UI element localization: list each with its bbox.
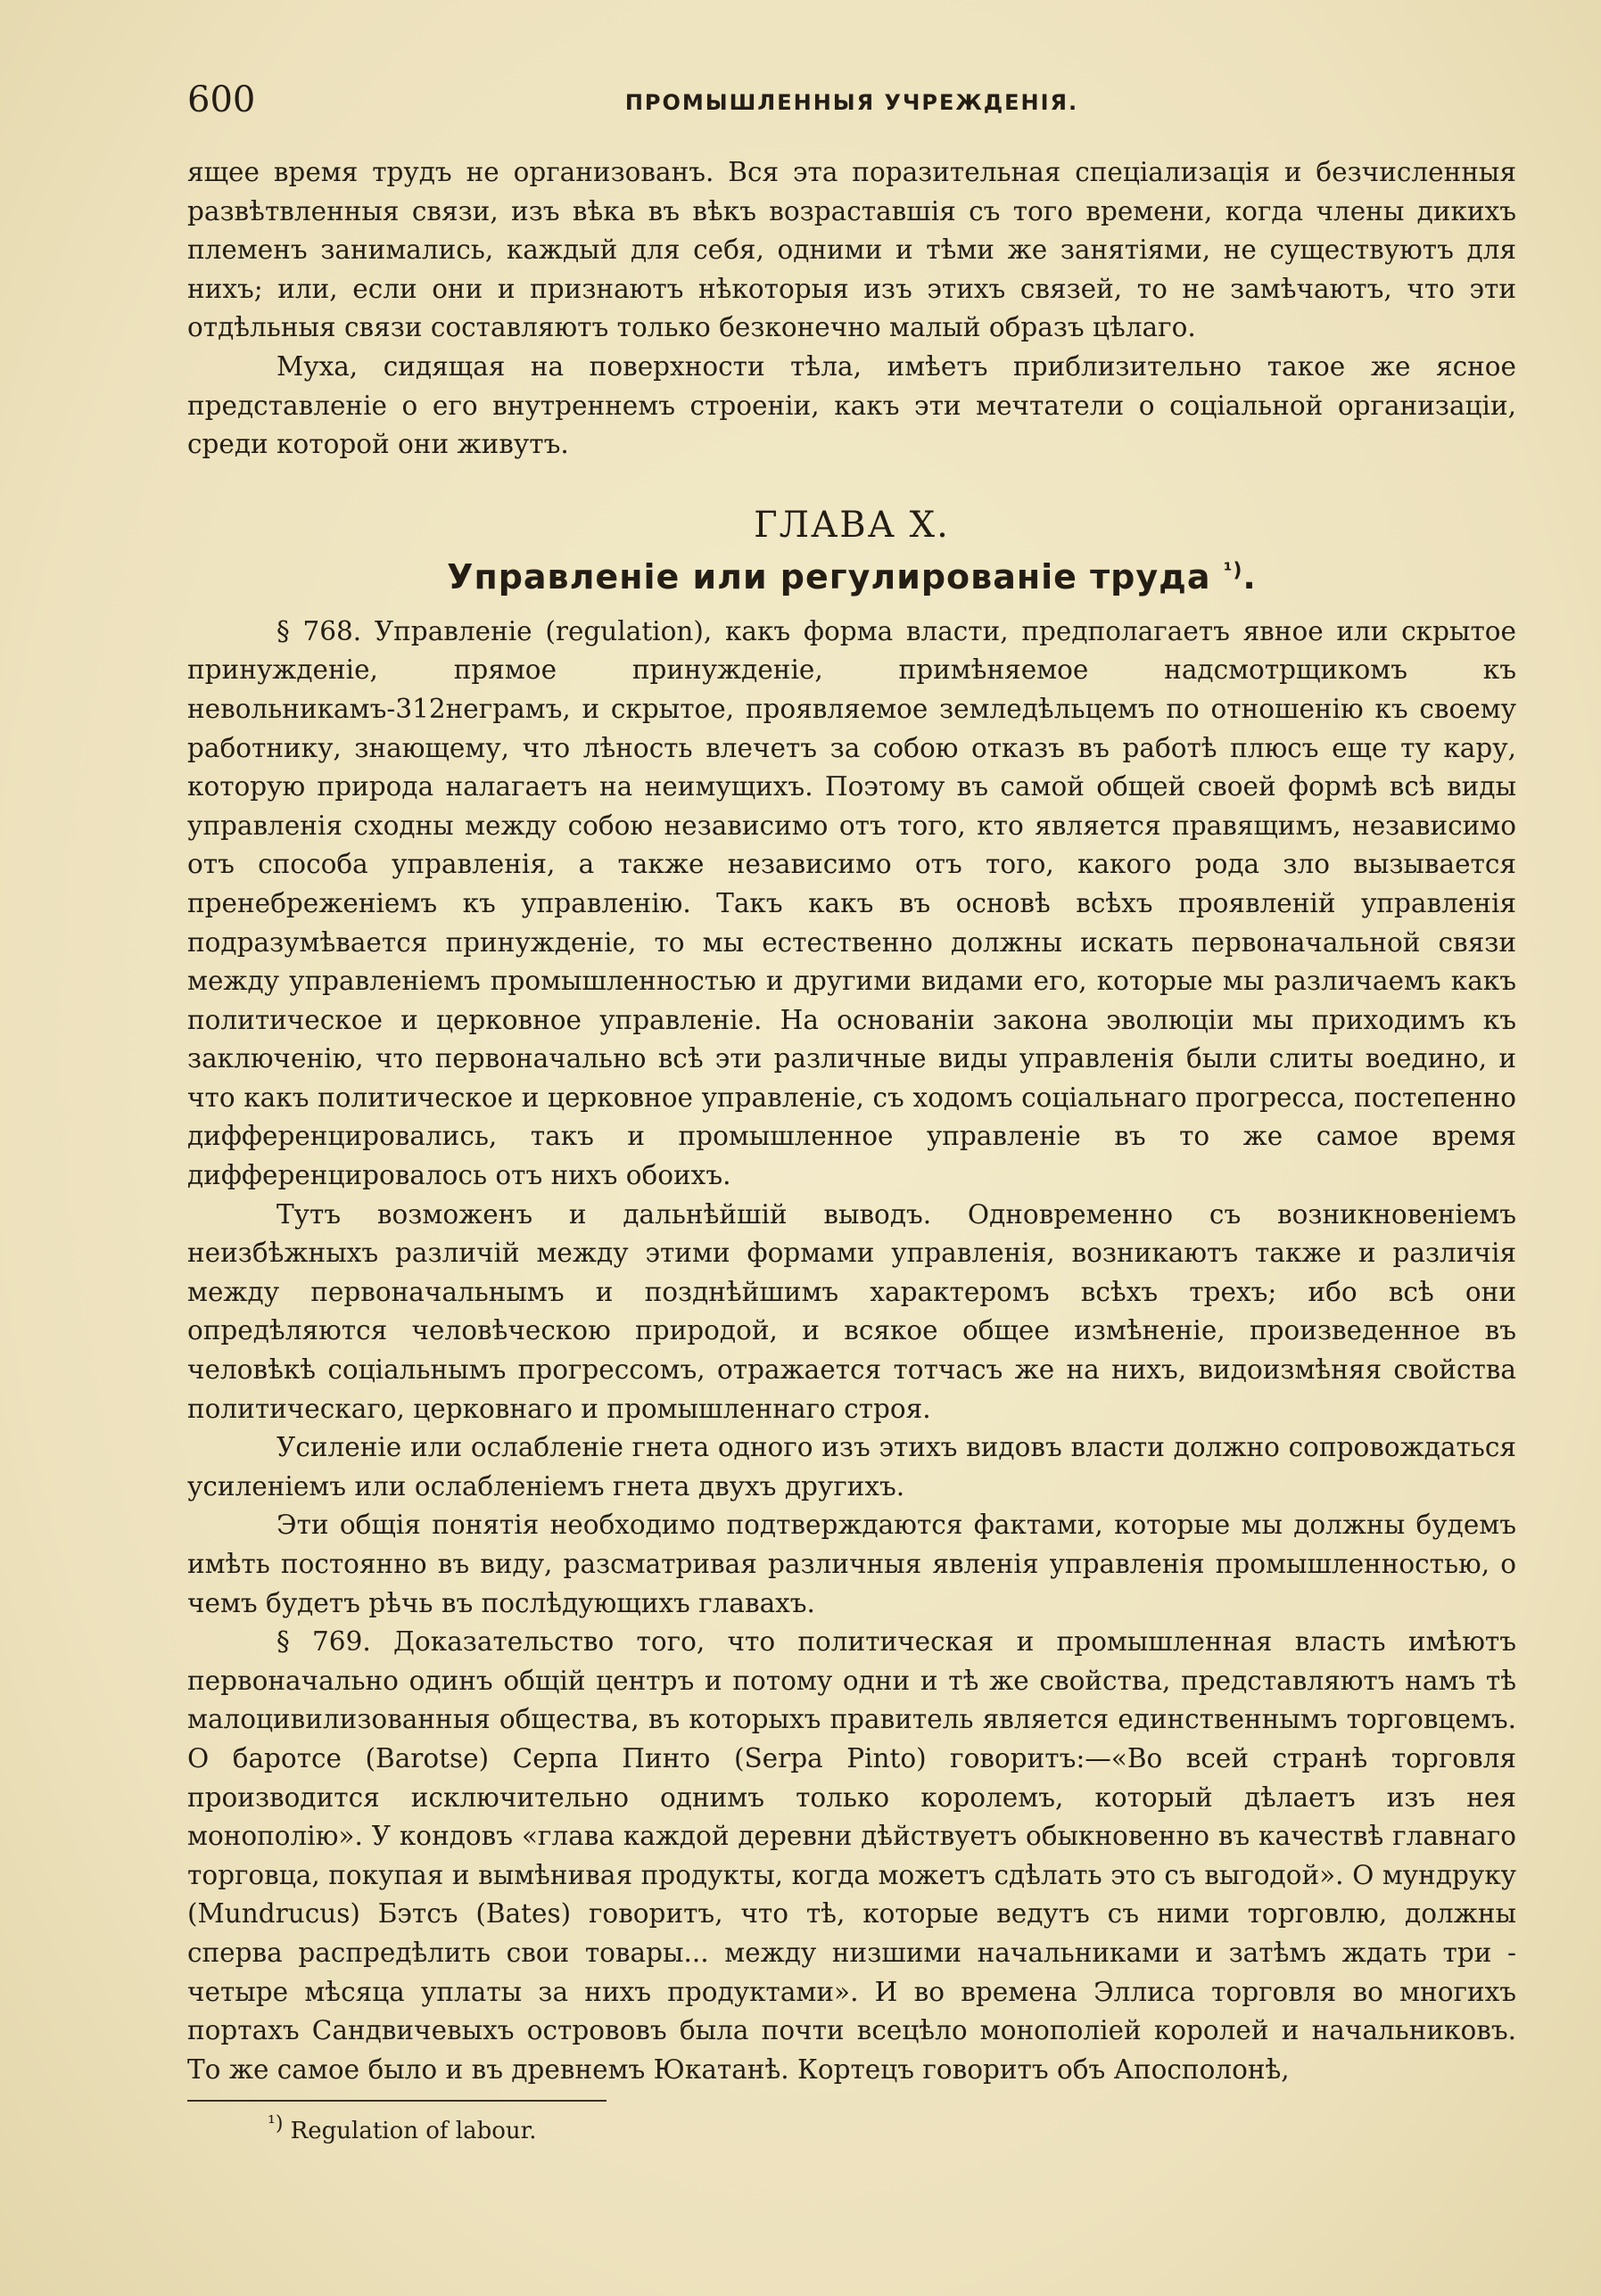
paragraph-general-notions: Эти общія понятія необходимо подтверждаются фактами, которые мы должны будемъ имѣть постоянно въ виду, разсматривая различныя явленія управленія промышленностью, о чемъ будетъ рѣчь въ послѣдующихъ главахъ. xyxy=(187,1510,1516,1618)
footnote-divider xyxy=(187,2100,607,2102)
paragraph-further-conclusion: Тутъ возможенъ и дальнѣйшій выводъ. Одновременно съ возникновеніемъ неизбѣжныхъ различій между этими формами управленія, возникаютъ также и различія между первоначальнымъ и позднѣйшимъ характеромъ всѣхъ трехъ; ибо всѣ они опредѣляются человѣческою природой, и всякое общее измѣненіе, произведенное въ человѣкѣ соціальнымъ прогрессомъ, отражается тотчасъ же на нихъ, видоизмѣняя свойства политическаго, церковнаго и промышленнаго строя. xyxy=(187,1198,1516,1424)
paragraph-fly-metaphor: Муха, сидящая на поверхности тѣла, имѣетъ приблизительно такое же ясное представленіе о его внутреннемъ строеніи, какъ эти мечтатели о соціальной организаціи, среди которой они живутъ. xyxy=(187,350,1516,460)
paragraph-section-769: § 769. Доказательство того, что политическая и промышленная власть имѣютъ первоначально одинъ общій центръ и потому одни и тѣ же свойства, представляютъ намъ тѣ малоцивилизованныя общества, въ которыхъ правитель является единственнымъ торговцемъ. О баротсе (Barotse) Серпа Пинто (Serpa Pinto) говоритъ:—«Во всей странѣ торговля производится исключительно однимъ только королемъ, который дѣлаетъ изъ нея монополію». У кондовъ «глава каждой деревни дѣйствуетъ обыкновенно въ качествѣ главнаго торговца, покупая и вымѣнивая продукты, когда можетъ сдѣлать это съ выгодой». О мундруку (Mundrucus) Бэтсъ (Bates) говоритъ, что тѣ, которые ведутъ съ ними торговлю, должны сперва распредѣлить свои товары... между низшими начальниками и затѣмъ ждать три - четыре мѣсяца уплаты за нихъ продуктами». И во времена Эллиса торговля во многихъ портахъ Сандвичевыхъ острововъ была почти всецѣло монополіей королей и начальниковъ. То же самое было и въ древнемъ Юкатанѣ. Кортецъ говоритъ объ Апосполонѣ, xyxy=(187,1626,1516,2085)
chapter-title: ГЛАВА X. xyxy=(754,504,950,546)
chapter-subtitle-text: Управленіе или регулированіе труда xyxy=(447,556,1211,597)
footnote-text: Regulation of labour. xyxy=(290,2118,537,2144)
running-head: ПРОМЫШЛЕННЫЯ УЧРЕЖДЕНІЯ. xyxy=(624,90,1079,115)
paragraph-continued: ящее время трудъ не организованъ. Вся эта поразительная спеціализація и безчисленныя развѣтвленныя связи, изъ вѣка въ вѣкъ возраставшія съ того времени, когда члены дикихъ племенъ занимались, каждый для себя, одними и тѣми же занятіями, не существуютъ для нихъ; или, если они и признаютъ нѣкоторыя изъ этихъ связей, то не замѣчаютъ, что эти отдѣльныя связи составляютъ только безконечно малый образъ цѣлаго. xyxy=(187,157,1516,343)
paragraph-oppression: Усиленіе или ослабленіе гнета одного изъ этихъ видовъ власти должно сопровождаться усиленіемъ или ослабленіемъ гнета двухъ другихъ. xyxy=(187,1432,1516,1502)
footnote-reference: ¹) xyxy=(1223,559,1243,582)
page-number: 600 xyxy=(187,79,256,120)
paragraph-section-768: § 768. Управленіе (regulation), какъ форма власти, предполагаетъ явное или скрытое принужденіе, прямое принужденіе, примѣняемое надсмотрщикомъ къ невольникамъ-312неграмъ, и скрытое, проявляемое земледѣльцемъ по отношенію къ своему работнику, знающему, что лѣность влечетъ за собою отказъ въ работѣ плюсъ еще ту кару, которую природа налагаетъ на неимущихъ. Поэтому въ самой общей своей формѣ всѣ виды управленія сходны между собою независимо отъ того, кто является правящимъ, независимо отъ способа управленія, а также независимо отъ того, какого рода зло вызывается пренебреженіемъ къ управленію. Такъ какъ въ основѣ всѣхъ проявленій управленія подразумѣвается принужденіе, то мы естественно должны искать первоначальной связи между управленіемъ промышленностью и другими видами его, которые мы различаемъ какъ политическое и церковное управленіе. На основаніи закона эволюціи мы приходимъ къ заключенію, что первоначально всѣ эти различные виды управленія были слиты воедино, и что какъ политическое и церковное управленіе, съ ходомъ соціальнаго прогресса, постепенно дифференцировались, такъ и промышленное управленіе въ то же самое время дифференцировалось отъ нихъ обоихъ. xyxy=(187,615,1516,1191)
page-header xyxy=(187,73,1516,127)
chapter-subtitle: Управленіе или регулированіе труда $^{^1)}$. xyxy=(447,556,1257,597)
footnote xyxy=(268,2113,537,2149)
footnote-mark: ¹) xyxy=(268,2112,284,2136)
body-text xyxy=(187,153,1516,2089)
